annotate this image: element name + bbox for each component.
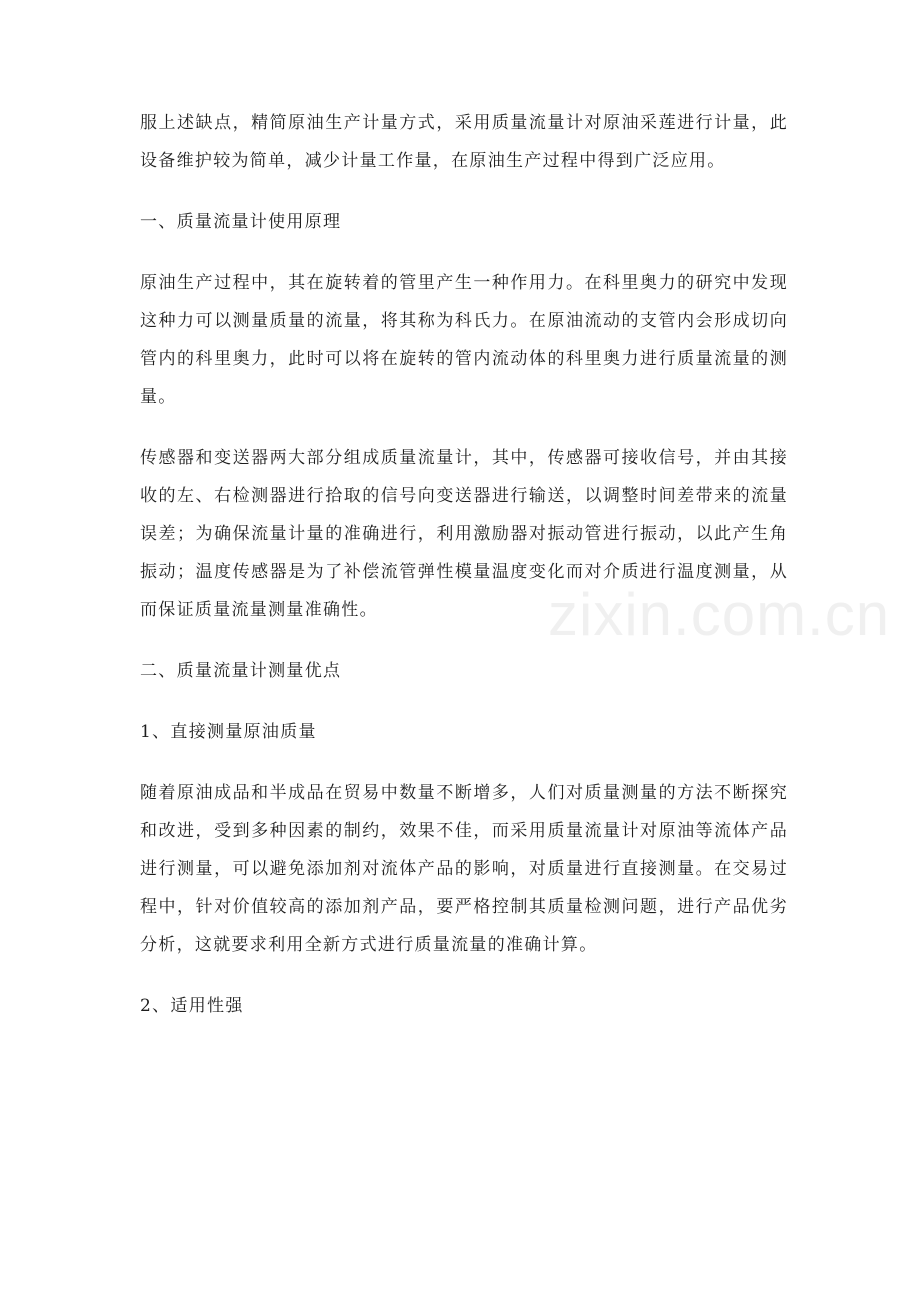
subsection-heading-applicability: 2、适用性强 bbox=[140, 996, 244, 1016]
paragraph-intro: 服上述缺点，精简原油生产计量方式，采用质量流量计对原油采莲进行计量，此设备维护较为简单，减少计量工作量，在原油生产过程中得到广泛应用。 bbox=[140, 113, 788, 171]
document-body bbox=[140, 104, 788, 1048]
paragraph-coriolis: 原油生产过程中，其在旋转着的管里产生一种作用力。在科里奥力的研究中发现这种力可以测量质量的流量，将其称为科氏力。在原油流动的支管内会形成切向管内的科里奥力，此时可以将在旋转的管内流动体的科里奥力进行质量流量的测量。 bbox=[140, 273, 788, 407]
section-heading-principle: 一、质量流量计使用原理 bbox=[140, 212, 342, 232]
section-heading-advantages: 二、质量流量计测量优点 bbox=[140, 661, 342, 681]
watermark: zixin.com.cn bbox=[548, 581, 891, 648]
subsection-heading-direct-measurement: 1、直接测量原油质量 bbox=[140, 722, 317, 742]
paragraph-components: 传感器和变送器两大部分组成质量流量计，其中，传感器可接收信号，并由其接收的左、右检测器进行拾取的信号向变送器进行输送，以调整时间差带来的流量误差；为确保流量计量的准确进行，利用激励器对振动管进行振动，以此产生角振动；温度传感器是为了补偿流管弹性模量温度变化而对介质进行温度测量，从而保证质量流量测量准确性。 bbox=[140, 448, 788, 620]
paragraph-direct-measurement: 随着原油成品和半成品在贸易中数量不断增多，人们对质量测量的方法不断探究和改进，受到多种因素的制约，效果不佳，而采用质量流量计对原油等流体产品进行测量，可以避免添加剂对流体产品的影响，对质量进行直接测量。在交易过程中，针对价值较高的添加剂产品，要严格控制其质量检测问题，进行产品优劣分析，这就要求利用全新方式进行质量流量的准确计算。 bbox=[140, 783, 788, 955]
